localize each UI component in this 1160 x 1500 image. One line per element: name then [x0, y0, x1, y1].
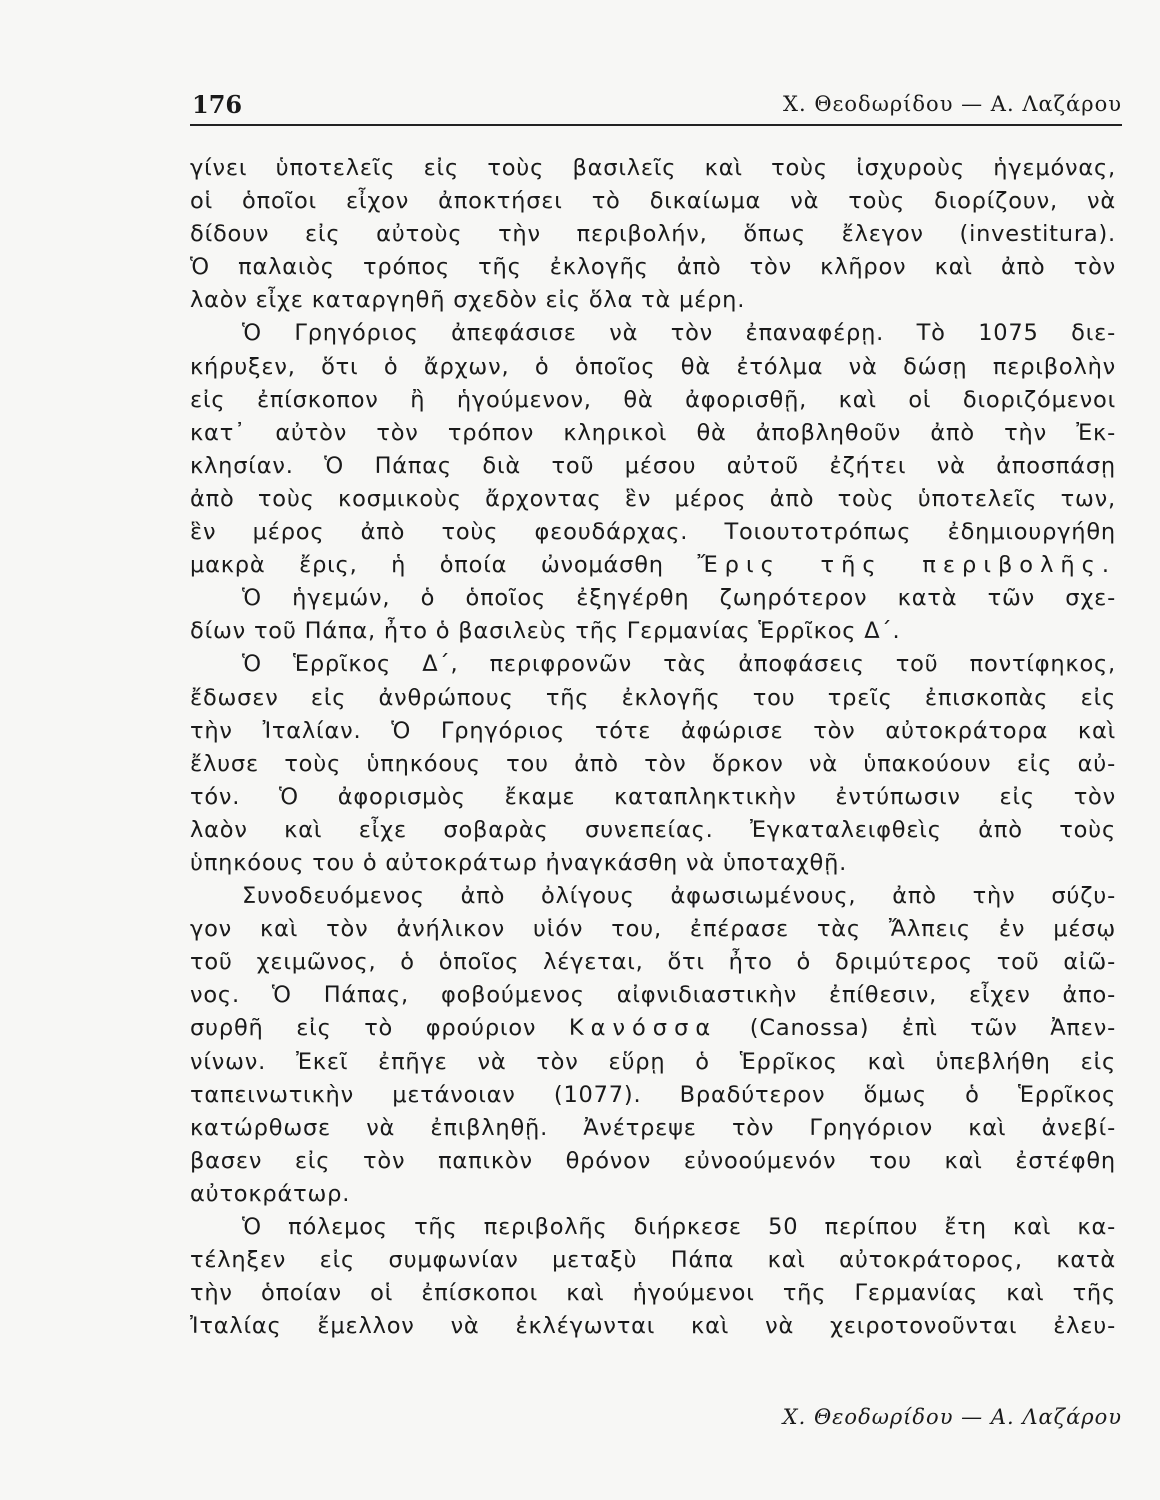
text-line: οἱ ὁποῖοι εἶχον ἀποκτήσει τὸ δικαίωμα νὰ τοὺς διορίζουν, νὰ [190, 188, 1116, 215]
eris-title: Ἔρις τῆς περιβολῆς. [697, 552, 1117, 579]
text-line: γον καὶ τὸν ἀνήλικον υἱόν του, ἐπέρασε τὰς Ἄλπεις ἐν μέσῳ [190, 916, 1116, 943]
text-line: νος. Ὁ Πάπας, φοβούμενος αἰφνιδιαστικὴν ἐπίθεσιν, εἶχεν ἀπο- [190, 982, 1116, 1009]
text-line: Ὁ Γρηγόριος ἀπεφάσισε νὰ τὸν ἐπαναφέρῃ. Τὸ 1075 διε- [242, 320, 1116, 347]
text-segment: μακρὰ ἔρις, ἡ ὁποία ὠνομάσθη [190, 552, 664, 579]
text-line: λαὸν εἶχε καταργηθῆ σχεδὸν εἰς ὅλα τὰ μέρη. [190, 287, 746, 314]
text-line: τόν. Ὁ ἀφορισμὸς ἔκαμε καταπληκτικὴν ἐντύπωσιν εἰς τὸν [190, 783, 1116, 810]
text-line: Συνοδευόμενος ἀπὸ ὀλίγους ἀφωσιωμένους, ἀπὸ τὴν σύζυ- [242, 883, 1116, 910]
text-line: δίδουν εἰς αὐτοὺς τὴν περιβολήν, ὅπως ἔλεγον (investitura). [190, 221, 1116, 248]
text-line: βασεν εἰς τὸν παπικὸν θρόνον εὐνοούμενόν του καὶ ἐστέφθη [190, 1147, 1116, 1174]
text-line: κατ᾽ αὐτὸν τὸν τρόπον κληρικοὶ θὰ ἀποβληθοῦν ἀπὸ τὴν Ἐκ- [190, 419, 1116, 446]
text-line: ἓν μέρος ἀπὸ τοὺς φεουδάρχας. Τοιουτοτρόπως ἐδημιουργήθη [190, 519, 1116, 546]
text-line: Ἰταλίας ἔμελλον νὰ ἐκλέγωνται καὶ νὰ χειροτονοῦνται ἐλευ- [190, 1313, 1116, 1340]
footer-signature: Χ. Θεοδωρίδου — Α. Λαζάρου [782, 1405, 1122, 1429]
text-line: Ὁ παλαιὸς τρόπος τῆς ἐκλογῆς ἀπὸ τὸν κλῆρον καὶ ἀπὸ τὸν [190, 254, 1116, 281]
text-line: ὑπηκόους του ὁ αὐτοκράτωρ ἠναγκάσθη νὰ ὑποταχθῇ. [190, 849, 848, 876]
text-line: δίων τοῦ Πάπα, ἦτο ὁ βασιλεὺς τῆς Γερμανίας Ἑρρῖκος Δ΄. [190, 618, 901, 645]
text-line: λαὸν καὶ εἶχε σοβαρὰς συνεπείας. Ἐγκαταλειφθεὶς ἀπὸ τοὺς [190, 816, 1116, 843]
page-number: 176 [192, 90, 243, 119]
text-line: τὴν ὁποίαν οἱ ἐπίσκοποι καὶ ἡγούμενοι τῆς Γερμανίας καὶ τῆς [190, 1280, 1116, 1307]
text-segment: (Canossa) ἐπὶ τῶν Ἀπεν- [749, 1015, 1117, 1042]
header-rule [190, 124, 1122, 126]
text-line: τέληξεν εἰς συμφωνίαν μεταξὺ Πάπα καὶ αὐτοκράτορος, κατὰ [190, 1247, 1116, 1274]
text-line: γίνει ὑποτελεῖς εἰς τοὺς βασιλεῖς καὶ τοὺς ἰσχυροὺς ἡγεμόνας, [190, 155, 1116, 181]
text-line: ἔδωσεν εἰς ἀνθρώπους τῆς ἐκλογῆς του τρεῖς ἐπισκοπὰς εἰς [190, 684, 1116, 711]
body-text [190, 152, 1116, 1343]
text-line [190, 549, 1116, 582]
text-line [190, 1012, 1116, 1045]
text-line: κλησίαν. Ὁ Πάπας διὰ τοῦ μέσου αὐτοῦ ἐζήτει νὰ ἀποσπάσῃ [190, 452, 1116, 479]
text-line: Ὁ Ἑρρῖκος Δ΄, περιφρονῶν τὰς ἀποφάσεις τοῦ ποντίφηκος, [242, 651, 1116, 678]
text-line: κήρυξεν, ὅτι ὁ ἄρχων, ὁ ὁποῖος θὰ ἐτόλμα νὰ δώσῃ περιβολὴν [190, 353, 1116, 380]
running-head: Χ. Θεοδωρίδου — Α. Λαζάρου [783, 92, 1122, 116]
canossa-greek: Κανόσσα [568, 1015, 718, 1042]
text-line: κατώρθωσε νὰ ἐπιβληθῇ. Ἀνέτρεψε τὸν Γρηγόριον καὶ ἀνεβί- [190, 1114, 1116, 1141]
text-line: τοῦ χειμῶνος, ὁ ὁποῖος λέγεται, ὅτι ἦτο ὁ δριμύτερος τοῦ αἰῶ- [190, 949, 1116, 976]
text-line: Ὁ ἡγεμών, ὁ ὁποῖος ἐξηγέρθη ζωηρότερον κατὰ τῶν σχε- [242, 585, 1116, 612]
text-line: ταπεινωτικὴν μετάνοιαν (1077). Βραδύτερον ὅμως ὁ Ἑρρῖκος [190, 1081, 1116, 1108]
text-line: εἰς ἐπίσκοπον ἢ ἡγούμενον, θὰ ἀφορισθῇ, καὶ οἱ διοριζόμενοι [190, 386, 1116, 413]
text-line: ἀπὸ τοὺς κοσμικοὺς ἄρχοντας ἓν μέρος ἀπὸ τοὺς ὑποτελεῖς των, [190, 485, 1116, 512]
text-segment: συρθῆ εἰς τὸ φρούριον [190, 1015, 537, 1042]
text-line: Ὁ πόλεμος τῆς περιβολῆς διήρκεσε 50 περίπου ἔτη καὶ κα- [242, 1214, 1116, 1240]
text-line: ἔλυσε τοὺς ὑπηκόους του ἀπὸ τὸν ὅρκον νὰ ὑπακούουν εἰς αὐ- [190, 750, 1116, 777]
text-line: νίνων. Ἐκεῖ ἐπῆγε νὰ τὸν εὕρῃ ὁ Ἑρρῖκος καὶ ὑπεβλήθη εἰς [190, 1048, 1116, 1075]
text-line: αὐτοκράτωρ. [190, 1180, 351, 1207]
text-line: τὴν Ἰταλίαν. Ὁ Γρηγόριος τότε ἀφώρισε τὸν αὐτοκράτορα καὶ [190, 717, 1116, 744]
